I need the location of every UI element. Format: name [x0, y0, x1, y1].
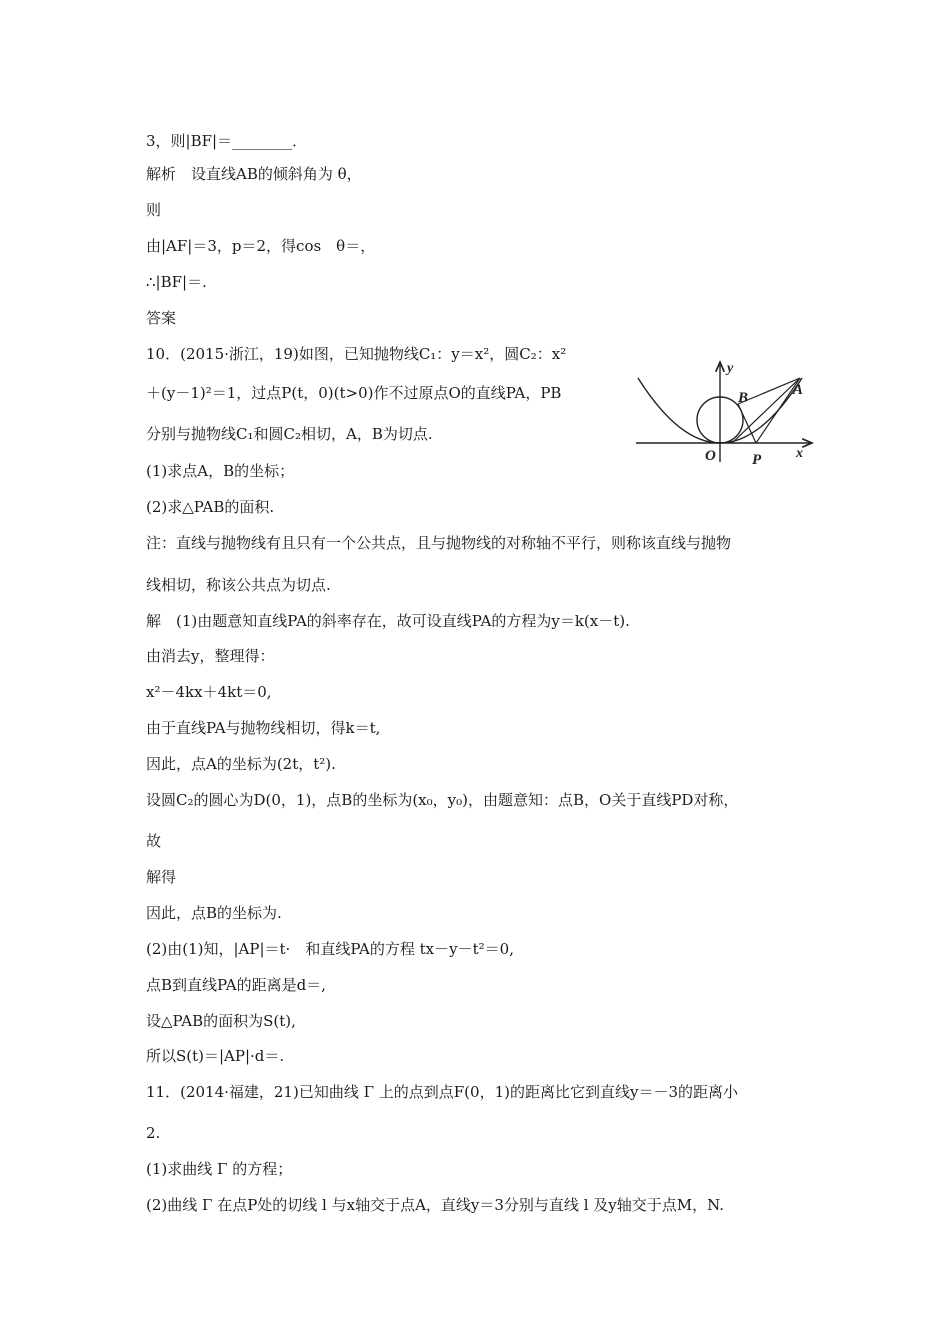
label-a: A: [793, 382, 804, 398]
text-line: 解得: [146, 868, 177, 886]
text-line: (2)由(1)知，|AP|＝t· 和直线PA的方程 tx－y－t²＝0,: [146, 940, 514, 958]
segment-pb: [738, 404, 756, 443]
parabola-circle-figure: [632, 356, 822, 472]
text-line: 11．(2014·福建，21)已知曲线 Γ 上的点到点F(0，1)的距离比它到直线y＝－3的距离小: [146, 1083, 738, 1101]
text-line: 设圆C₂的圆心为D(0，1)，点B的坐标为(x₀，y₀)，由题意知：点B，O关于直线PD对称，: [146, 791, 739, 809]
text-line: 由于直线PA与抛物线相切，得k＝t,: [146, 719, 381, 737]
text-line: 答案: [146, 309, 177, 327]
text-line: (2)曲线 Γ 在点P处的切线 l 与x轴交于点A，直线y＝3分别与直线 l 及y轴交于点M，N.: [146, 1196, 725, 1214]
text-line: 注：直线与抛物线有且只有一个公共点，且与抛物线的对称轴不平行，则称该直线与抛物: [146, 534, 732, 552]
text-line: (1)求点A，B的坐标；: [146, 462, 295, 480]
label-b: B: [738, 390, 749, 406]
text-line: 故: [146, 832, 162, 850]
text-line: 10．(2015·浙江，19)如图，已知抛物线C₁：y＝x²，圆C₂：x²: [146, 345, 567, 363]
text-line: (1)求曲线 Γ 的方程；: [146, 1160, 293, 1178]
text-line: 设△PAB的面积为S(t),: [146, 1012, 296, 1030]
text-line: 由消去y，整理得：: [146, 647, 275, 665]
text-line: 因此，点B的坐标为.: [146, 904, 282, 922]
text-line: 所以S(t)＝|AP|·d＝.: [146, 1047, 285, 1065]
label-o: O: [705, 448, 716, 464]
text-line: 点B到直线PA的距离是d＝,: [146, 976, 326, 994]
tangent-line-pa: [732, 378, 800, 443]
label-y: y: [727, 361, 734, 376]
text-line: 因此，点A的坐标为(2t，t²).: [146, 755, 336, 773]
text-line: 则: [146, 201, 162, 219]
text-line: 解 (1)由题意知直线PA的斜率存在，故可设直线PA的方程为y＝k(x－t).: [146, 612, 630, 630]
text-line: 由|AF|＝3，p＝2，得cos θ＝，: [146, 237, 376, 255]
text-line: 线相切，称该公共点为切点.: [146, 576, 331, 594]
text-line: x²－4kx＋4kt＝0,: [146, 683, 272, 701]
label-p: P: [752, 452, 762, 468]
text-line: ＋(y－1)²＝1，过点P(t，0)(t>0)作不过原点O的直线PA，PB: [146, 384, 562, 402]
text-line: 2.: [146, 1124, 161, 1142]
text-line: (2)求△PAB的面积.: [146, 498, 275, 516]
text-line: 分别与抛物线C₁和圆C₂相切，A，B为切点.: [146, 425, 433, 443]
text-line: ∴|BF|＝.: [146, 273, 207, 291]
text-line: 解析 设直线AB的倾斜角为 θ，: [146, 165, 362, 183]
label-x: x: [796, 446, 803, 461]
text-line: 3，则|BF|＝________．: [146, 132, 308, 150]
